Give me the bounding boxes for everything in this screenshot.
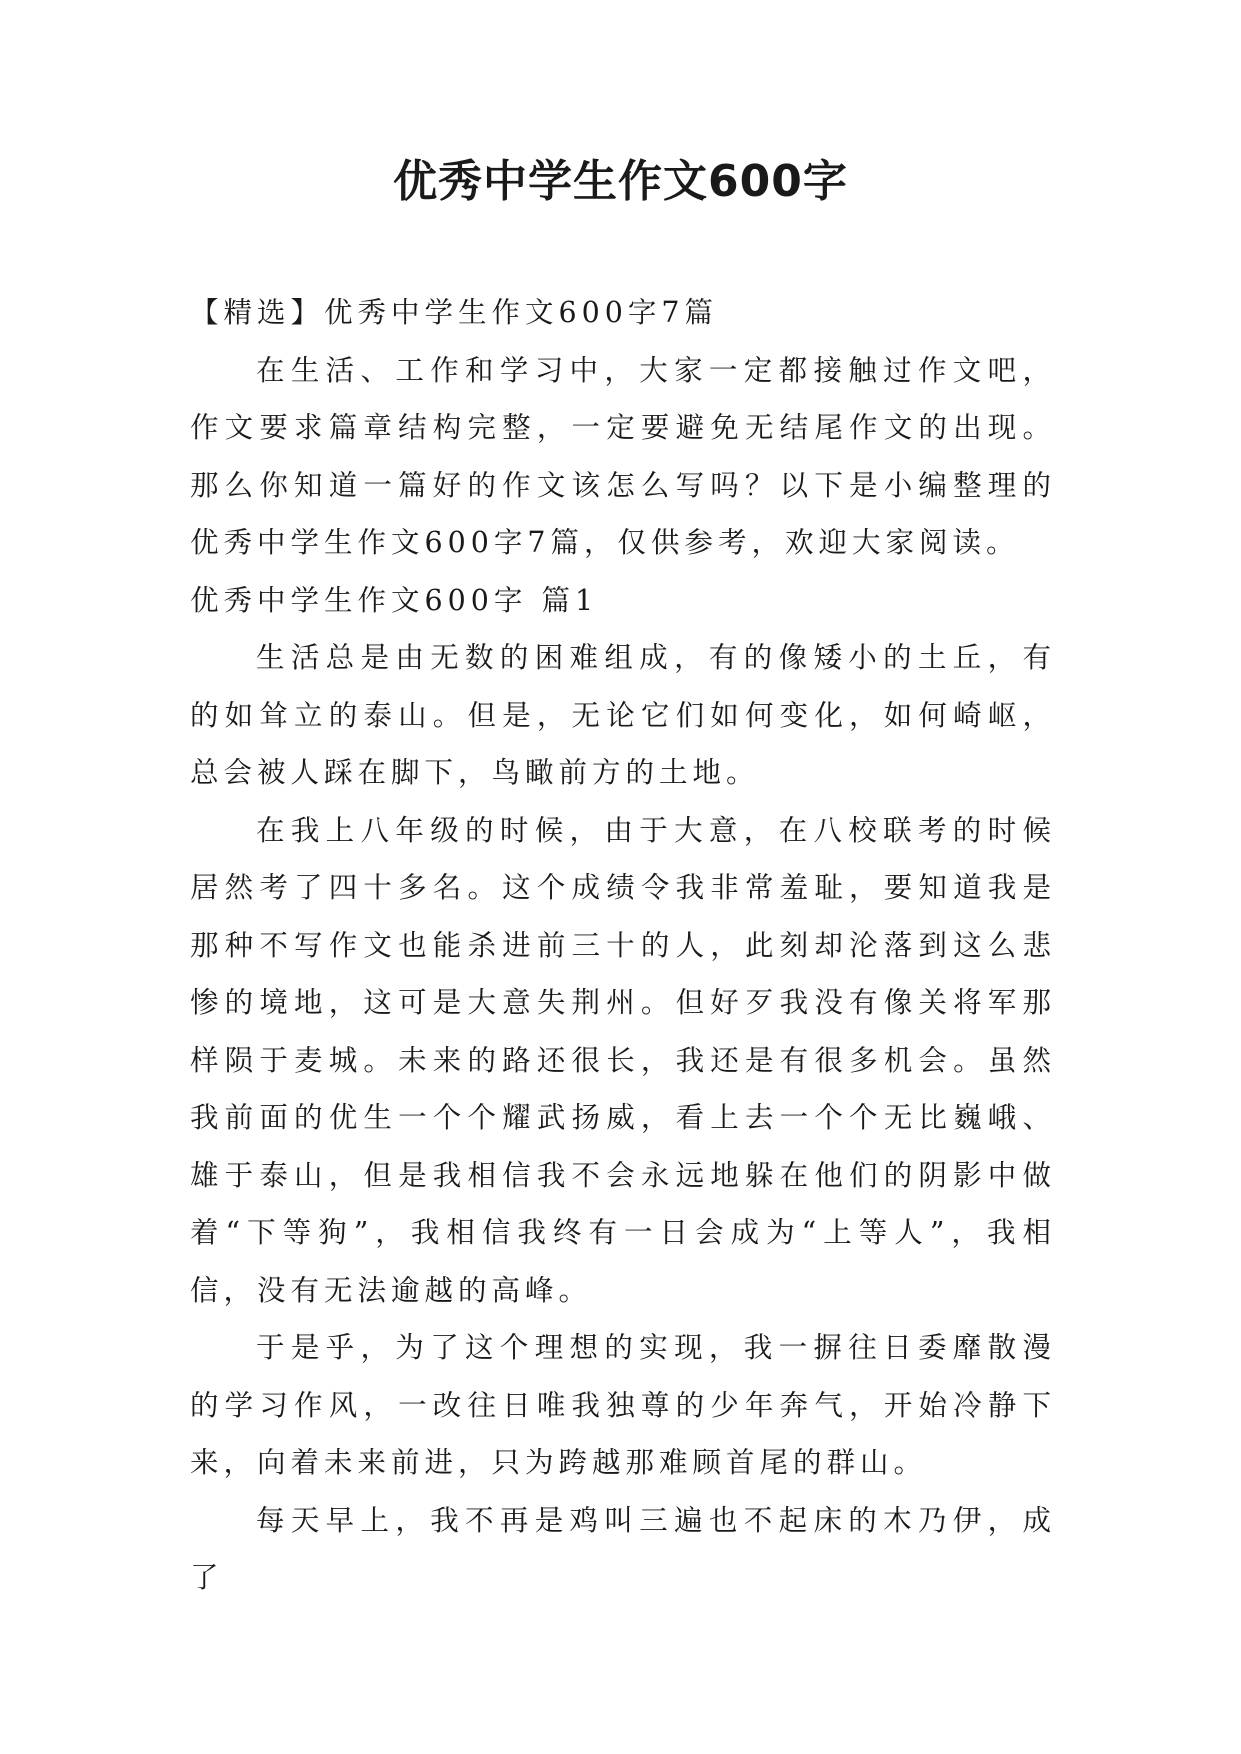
body-paragraph-1: 生活总是由无数的困难组成，有的像矮小的土丘，有的如耸立的泰山。但是，无论它们如何变化，如何崎岖，总会被人踩在脚下，鸟瞰前方的土地。 [190,641,1056,789]
body-paragraph-2: 在我上八年级的时候，由于大意，在八校联考的时候居然考了四十多名。这个成绩令我非常羞耻，要知道我是那种不写作文也能杀进前三十的人，此刻却沦落到这么悲惨的境地，这可是大意失荆州。但好歹我没有像关将军那样陨于麦城。未来的路还很长，我还是有很多机会。虽然我前面的优生一个个耀武扬威，看上去一个个无比巍峨、雄于泰山，但是我相信我不会永远地躲在他们的阴影中做着“下等狗”，我相信我终有一日会成为“上等人”，我相信，没有无法逾越的高峰。 [190,813,1056,1307]
section-heading: 优秀中学生作文600字 篇1 [190,583,599,617]
intro-line: 【精选】优秀中学生作文600字7篇 [190,296,719,329]
intro-paragraph: 在生活、工作和学习中，大家一定都接触过作文吧，作文要求篇章结构完整，一定要避免无结尾作文的出现。那么你知道一篇好的作文该怎么写吗？以下是小编整理的优秀中学生作文600字7篇，仅供参考，欢迎大家阅读。 [190,353,1056,559]
body-paragraph-4: 每天早上，我不再是鸡叫三遍也不起床的木乃伊，成了 [190,1503,1056,1594]
body-paragraph-3: 于是乎，为了这个理想的实现，我一摒往日委靡散漫的学习作风，一改往日唯我独尊的少年奔气，开始冷静下来，向着未来前进，只为跨越那难顾首尾的群山。 [190,1331,1056,1479]
document-body [190,284,1056,1607]
document-title: 优秀中学生作文600字 [393,156,848,207]
